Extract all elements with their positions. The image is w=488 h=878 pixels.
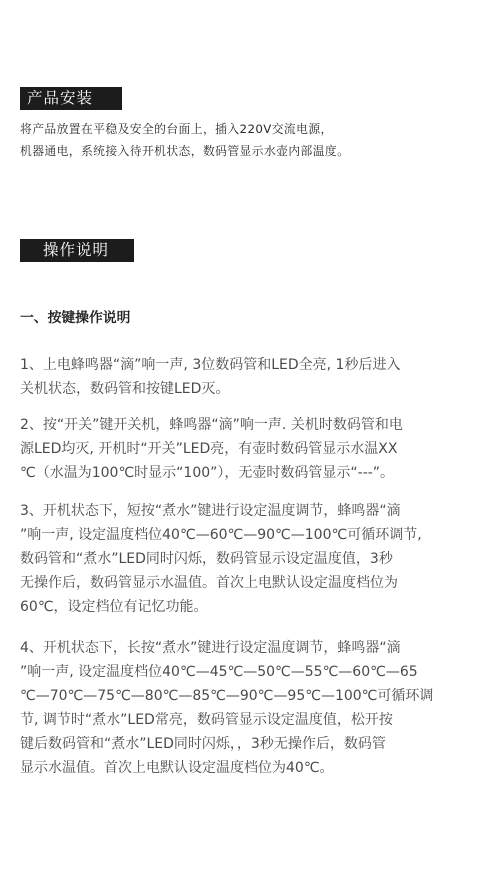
subheading-key-operation: 一、按键操作说明 bbox=[20, 310, 131, 326]
paragraph-line: 源LED均灭, 开机时“开关”LED亮，有壶时数码管显示水温XX bbox=[20, 441, 398, 457]
paragraph-4 bbox=[20, 636, 475, 780]
paragraph-line: 节, 调节时“煮水”LED常亮，数码管显示设定温度值，松开按 bbox=[20, 712, 393, 728]
paragraph-line: ℃（水温为100℃时显示“100”），无壶时数码管显示“---”。 bbox=[20, 465, 395, 481]
paragraph-line: ℃—70℃—75℃—80℃—85℃—90℃—95℃—100℃可循环调 bbox=[20, 688, 434, 704]
paragraph-line: 60℃，设定档位有记忆功能。 bbox=[20, 599, 208, 615]
section-title-operation: 操作说明 bbox=[20, 239, 134, 262]
paragraph-line: ”响一声, 设定温度档位40℃—45℃—50℃—55℃—60℃—65 bbox=[20, 664, 418, 680]
paragraph-1 bbox=[20, 353, 475, 401]
paragraph-line: 3、开机状态下，短按“煮水”键进行设定温度调节，蜂鸣器“滴 bbox=[20, 503, 401, 519]
paragraph-line: ”响一声, 设定温度档位40℃—60℃—90℃—100℃可循环调节, bbox=[20, 527, 422, 543]
paragraph-2 bbox=[20, 413, 475, 485]
paragraph-line: 4、开机状态下，长按“煮水”键进行设定温度调节，蜂鸣器“滴 bbox=[20, 640, 401, 656]
section-title-install: 产品安装 bbox=[20, 87, 122, 110]
install-description bbox=[20, 118, 475, 162]
paragraph-line: 数码管和“煮水”LED同时闪烁，数码管显示设定温度值，3秒 bbox=[20, 551, 393, 567]
paragraph-line: 关机状态，数码管和按键LED灭。 bbox=[20, 381, 230, 397]
paragraph-line: 显示水温值。首次上电默认设定温度档位为40℃。 bbox=[20, 760, 334, 776]
paragraph-3 bbox=[20, 499, 475, 619]
install-line: 机器通电，系统接入待开机状态，数码管显示水壶内部温度。 bbox=[20, 144, 350, 158]
paragraph-line: 无操作后，数码管显示水温值。首次上电默认设定温度档位为 bbox=[20, 575, 398, 591]
paragraph-line: 1、上电蜂鸣器“滴”响一声, 3位数码管和LED全亮, 1秒后进入 bbox=[20, 357, 401, 373]
paragraph-line: 2、按“开关”键开关机，蜂鸣器“滴”响一声. 关机时数码管和电 bbox=[20, 417, 403, 433]
paragraph-line: 键后数码管和“煮水”LED同时闪烁，，3秒无操作后，数码管 bbox=[20, 736, 386, 752]
install-line: 将产品放置在平稳及安全的台面上，插入220V交流电源， bbox=[20, 122, 333, 136]
